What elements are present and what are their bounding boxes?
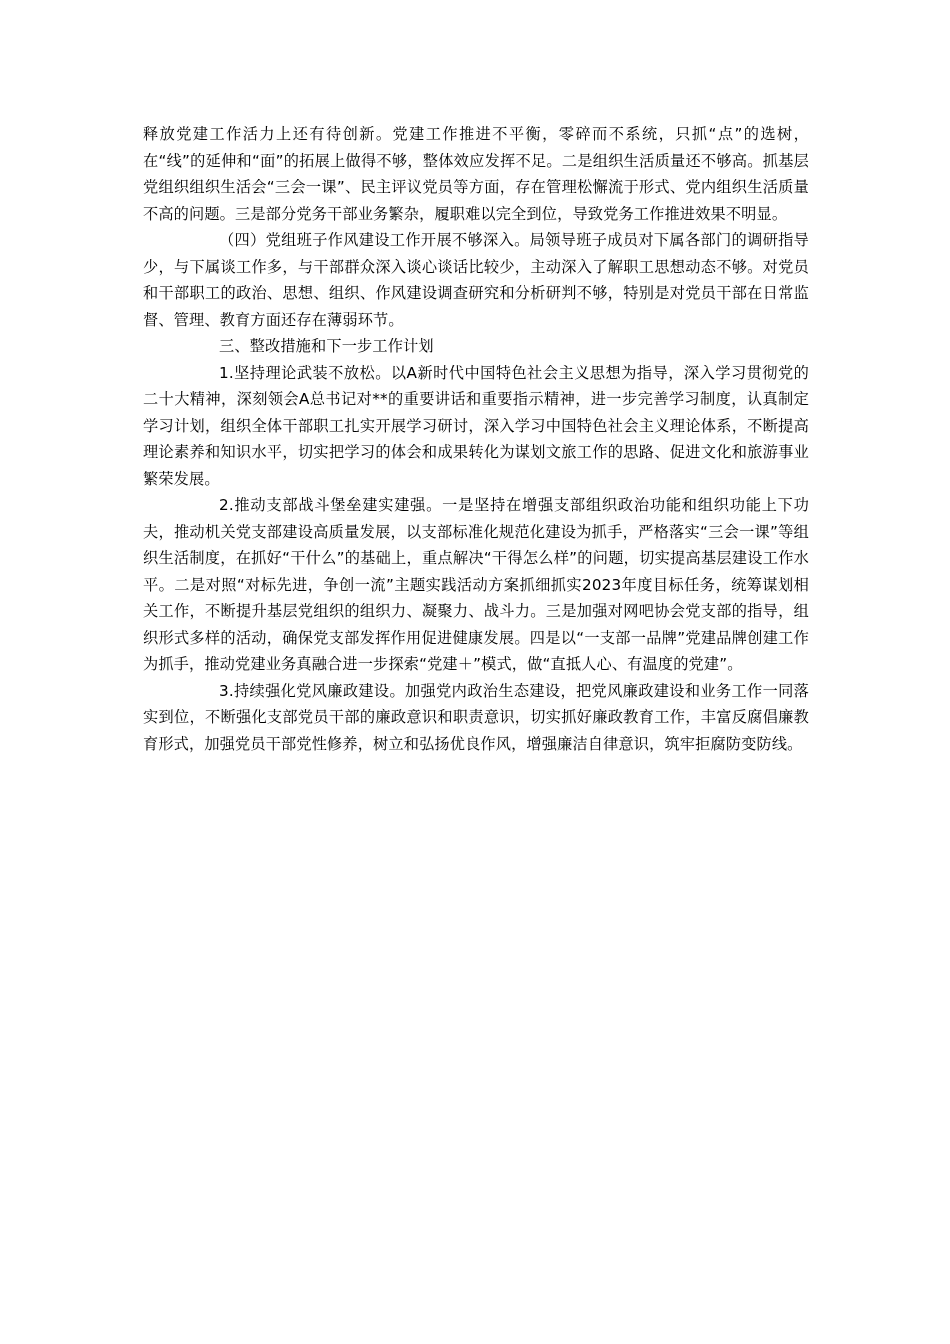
paragraph-integrity-building: 3.持续强化党风廉政建设。加强党内政治生态建设，把党风廉政建设和业务工作一同落实到位，不断强化支部党员干部的廉政意识和职责意识，切实抓好廉政教育工作，丰富反腐倡廉教育形式，加强党员干部党性修养，树立和弘扬优良作风，增强廉洁自律意识，筑牢拒腐防变防线。 bbox=[143, 681, 809, 753]
paragraph-theory-study: 1.坚持理论武装不放松。以A新时代中国特色社会主义思想为指导，深入学习贯彻党的二十大精神，深刻领会A总书记对**的重要讲话和重要指示精神，进一步完善学习制度，认真制定学习计划，组织全体干部职工扎实开展学习研讨，深入学习中国特色社会主义理论体系，不断提高理论素养和知识水平，切实把学习的体会和成果转化为谋划文旅工作的思路、促进文化和旅游事业繁荣发展。 bbox=[143, 363, 809, 488]
paragraph-party-building-issues: 释放党建工作活力上还有待创新。党建工作推进不平衡，零碎而不系统，只抓“点”的选树，在“线”的延伸和“面”的拓展上做得不够，整体效应发挥不足。二是组织生活质量还不够高。抓基层党组织组织生活会“三会一课”、民主评议党员等方面，存在管理松懈流于形式、党内组织生活质量不高的问题。三是部分党务干部业务繁杂，履职难以完全到位，导致党务工作推进效果不明显。 bbox=[143, 125, 809, 223]
paragraph-branch-building: 2.推动支部战斗堡垒建实建强。一是坚持在增强支部组织政治功能和组织功能上下功夫，推动机关党支部建设高质量发展，以支部标准化规范化建设为抓手，严格落实“三会一课”等组织生活制度，在抓好“干什么”的基础上，重点解决“干得怎么样”的问题，切实提高基层建设工作水平。二是对照“对标先进，争创一流”主题实践活动方案抓细抓实2023年度目标任务，统筹谋划相关工作，不断提升基层党组织的组织力、凝聚力、战斗力。三是加强对网吧协会党支部的指导，组织形式多样的活动，确保党支部发挥作用促进健康发展。四是以“一支部一品牌”党建品牌创建工作为抓手，推动党建业务真融合进一步探索“党建＋”模式，做“直抵人心、有温度的党建”。 bbox=[143, 496, 809, 673]
document-body bbox=[143, 121, 809, 757]
section-heading-rectification: 三、整改措施和下一步工作计划 bbox=[219, 337, 434, 355]
paragraph-leadership-style: （四）党组班子作风建设工作开展不够深入。局领导班子成员对下属各部门的调研指导少，与下属谈工作多，与干部群众深入谈心谈话比较少，主动深入了解职工思想动态不够。对党员和干部职工的政治、思想、组织、作风建设调查研究和分析研判不够，特别是对党员干部在日常监督、管理、教育方面还存在薄弱环节。 bbox=[143, 231, 809, 329]
